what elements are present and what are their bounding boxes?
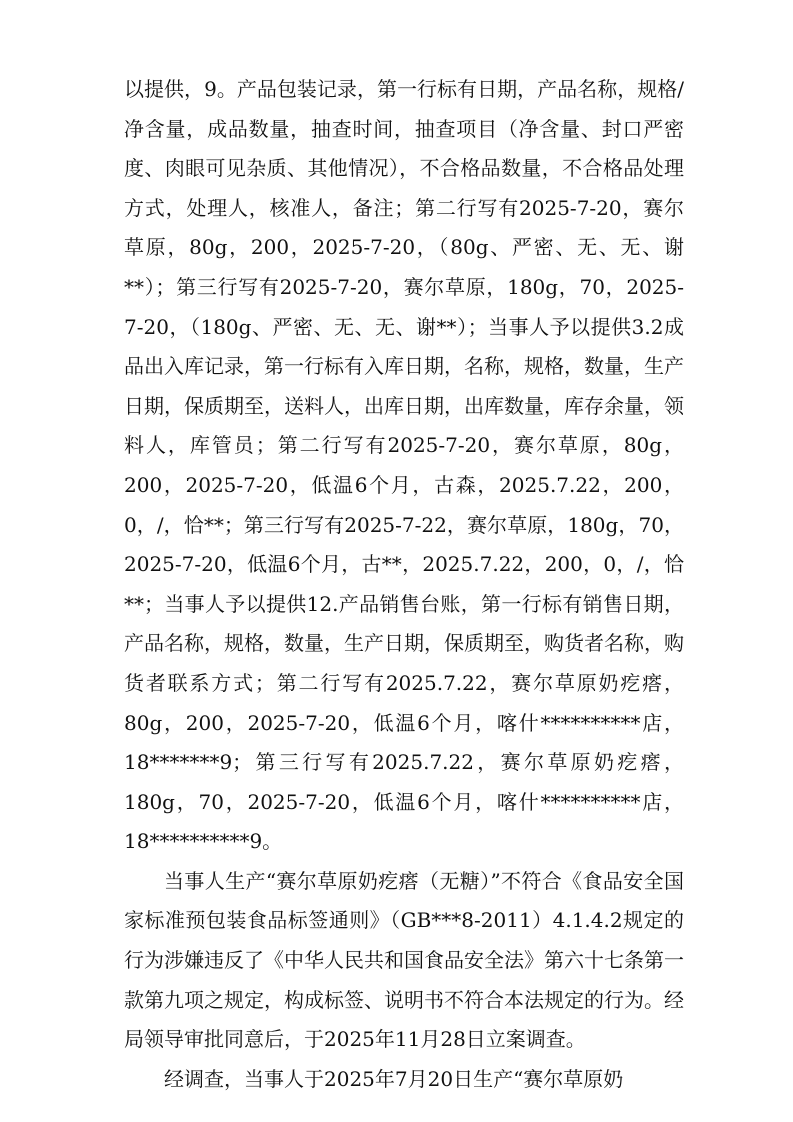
paragraph-investigation-start: 经调查，当事人于2025年7月20日生产“赛尔草原奶: [164, 1066, 624, 1091]
paragraph-product-records: 以提供，9。产品包装记录，第一行标有日期，产品名称，规格/净含量，成品数量，抽查时间，抽查项目（净含量、封口严密度、肉眼可见杂质、其他情况），不合格品数量，不合格品处理方式，处理人，核准人，备注；第二行写有2025-7-20，赛尔草原，80g，200，2025-7-20，（80g、严密、无、无、谢**）；第三行写有2025-7-20，赛尔草原，180g，70，2025-7-20，（180g、严密、无、无、谢**）；当事人予以提供3.2成品出入库记录，第一行标有入库日期，名称，规格，数量，生产日期，保质期至，送料人，出库日期，出库数量，库存余量，领料人，库管员；第二行写有2025-7-20，赛尔草原，80g，200，2025-7-20，低温6个月，古森，2025.7.22，200，0，/，恰**；第三行写有2025-7-22，赛尔草原，180g，70，2025-7-20，低温6个月，古**，2025.7.22，200，0，/，恰**；当事人予以提供12.产品销售台账，第一行标有销售日期，产品名称，规格，数量，生产日期，保质期至，购货者名称，购货者联系方式；第二行写有2025.7.22，赛尔草原奶疙瘩，80g，200，2025-7-20，低温6个月，喀什**********店，18*******9；第三行写有2025.7.22，赛尔草原奶疙瘩，180g，70，2025-7-20，低温6个月，喀什**********店，18**********9。: [124, 77, 684, 854]
paragraph-violation-finding: 当事人生产“赛尔草原奶疙瘩（无糖）”不符合《食品安全国家标准预包装食品标签通则》（GB***8-2011）4.1.4.2规定的行为涉嫌违反了《中华人民共和国食品安全法》第六十七条第一款第九项之规定，构成标签、说明书不符合本法规定的行为。经局领导审批同意后，于2025年11月28日立案调查。: [124, 868, 684, 1052]
document-body: [124, 70, 684, 1099]
